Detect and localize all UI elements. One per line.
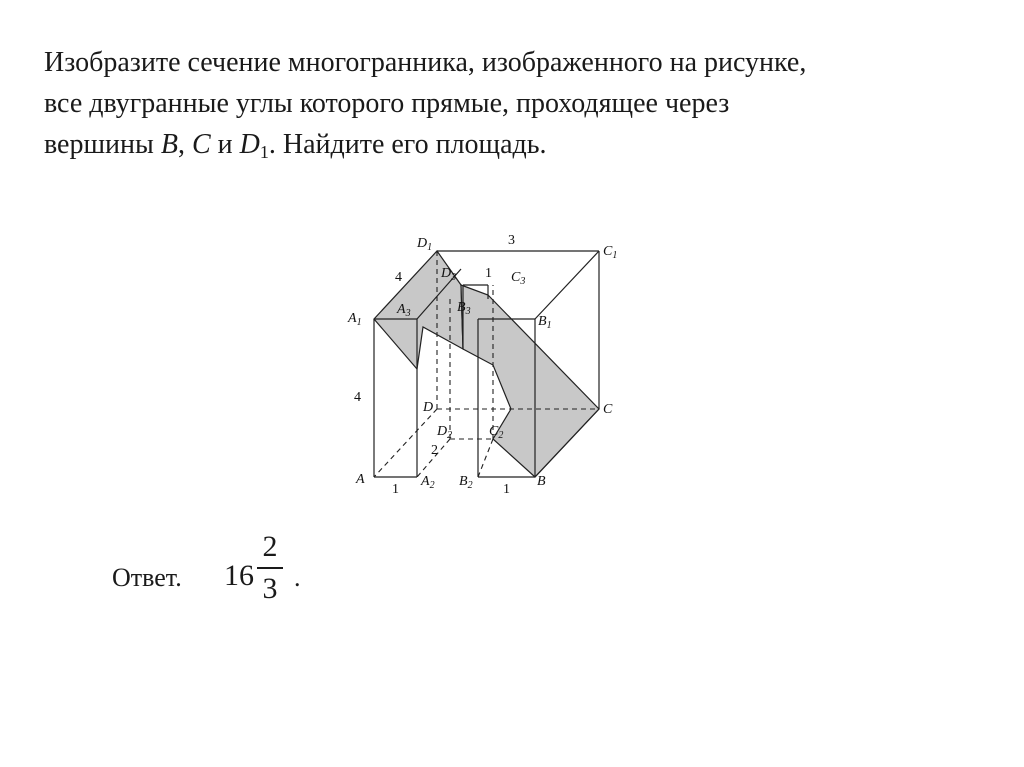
vertex-b: B xyxy=(160,129,178,160)
answer-denominator: 3 xyxy=(262,572,278,605)
problem-text-end: . Найдите его площадь. xyxy=(268,129,547,160)
section-diagonal-band xyxy=(461,285,599,477)
problem-text: вершины xyxy=(44,129,161,160)
label-c1: $C_1$ xyxy=(603,244,618,261)
label-b1: $B_1$ xyxy=(538,314,552,331)
length-notch-depth: 2 xyxy=(431,443,438,458)
fraction-bar xyxy=(257,567,283,569)
vertex-c: C xyxy=(191,129,211,160)
hidden-d-a xyxy=(374,409,437,477)
label-b: B xyxy=(537,474,546,489)
answer-period: . xyxy=(294,563,301,592)
label-b2: $B_2$ xyxy=(459,474,473,491)
problem-line-1: Изобразите сечение многогранника, изображенного на рисунке, xyxy=(44,47,807,78)
edge-c1-b1 xyxy=(535,251,599,319)
hidden-c2-b2 xyxy=(478,439,493,477)
length-top-inner: 1 xyxy=(485,266,492,281)
vertex-d1-subscript: 1 xyxy=(259,142,269,162)
answer-whole-part: 16 xyxy=(224,559,254,592)
vertex-d1: D xyxy=(239,129,260,160)
label-d3: $D_3$ xyxy=(441,266,457,283)
label-d1: $D_1$ xyxy=(417,236,433,253)
polyhedron-figure xyxy=(345,225,630,495)
answer-fraction xyxy=(257,530,283,606)
problem-line-2: все двугранные углы которого прямые, проходящее через xyxy=(44,88,730,119)
comma: , xyxy=(177,129,192,160)
problem-line-3 xyxy=(44,124,988,165)
problem-statement xyxy=(44,42,988,165)
label-b3: $B_3$ xyxy=(457,300,471,317)
label-c2: $C_2$ xyxy=(489,424,504,441)
label-a3: $A_3$ xyxy=(397,302,411,319)
label-d2: $D_2$ xyxy=(437,424,453,441)
length-left-height: 4 xyxy=(354,390,361,405)
label-a: A xyxy=(356,472,365,487)
length-bottom-right: 1 xyxy=(503,482,510,495)
length-bottom-left: 1 xyxy=(392,482,399,495)
answer-label: Ответ. xyxy=(112,563,182,592)
conjunction: и xyxy=(210,129,240,160)
length-top-back: 3 xyxy=(508,233,515,248)
label-a1: $A_1$ xyxy=(348,311,362,328)
label-a2: $A_2$ xyxy=(421,474,435,491)
label-d: D xyxy=(423,400,434,415)
answer-numerator: 2 xyxy=(262,530,278,563)
label-c: C xyxy=(603,402,613,417)
polyhedron-diagram xyxy=(345,225,630,495)
label-c3: $C_3$ xyxy=(511,270,526,287)
length-top-left: 4 xyxy=(395,270,402,285)
